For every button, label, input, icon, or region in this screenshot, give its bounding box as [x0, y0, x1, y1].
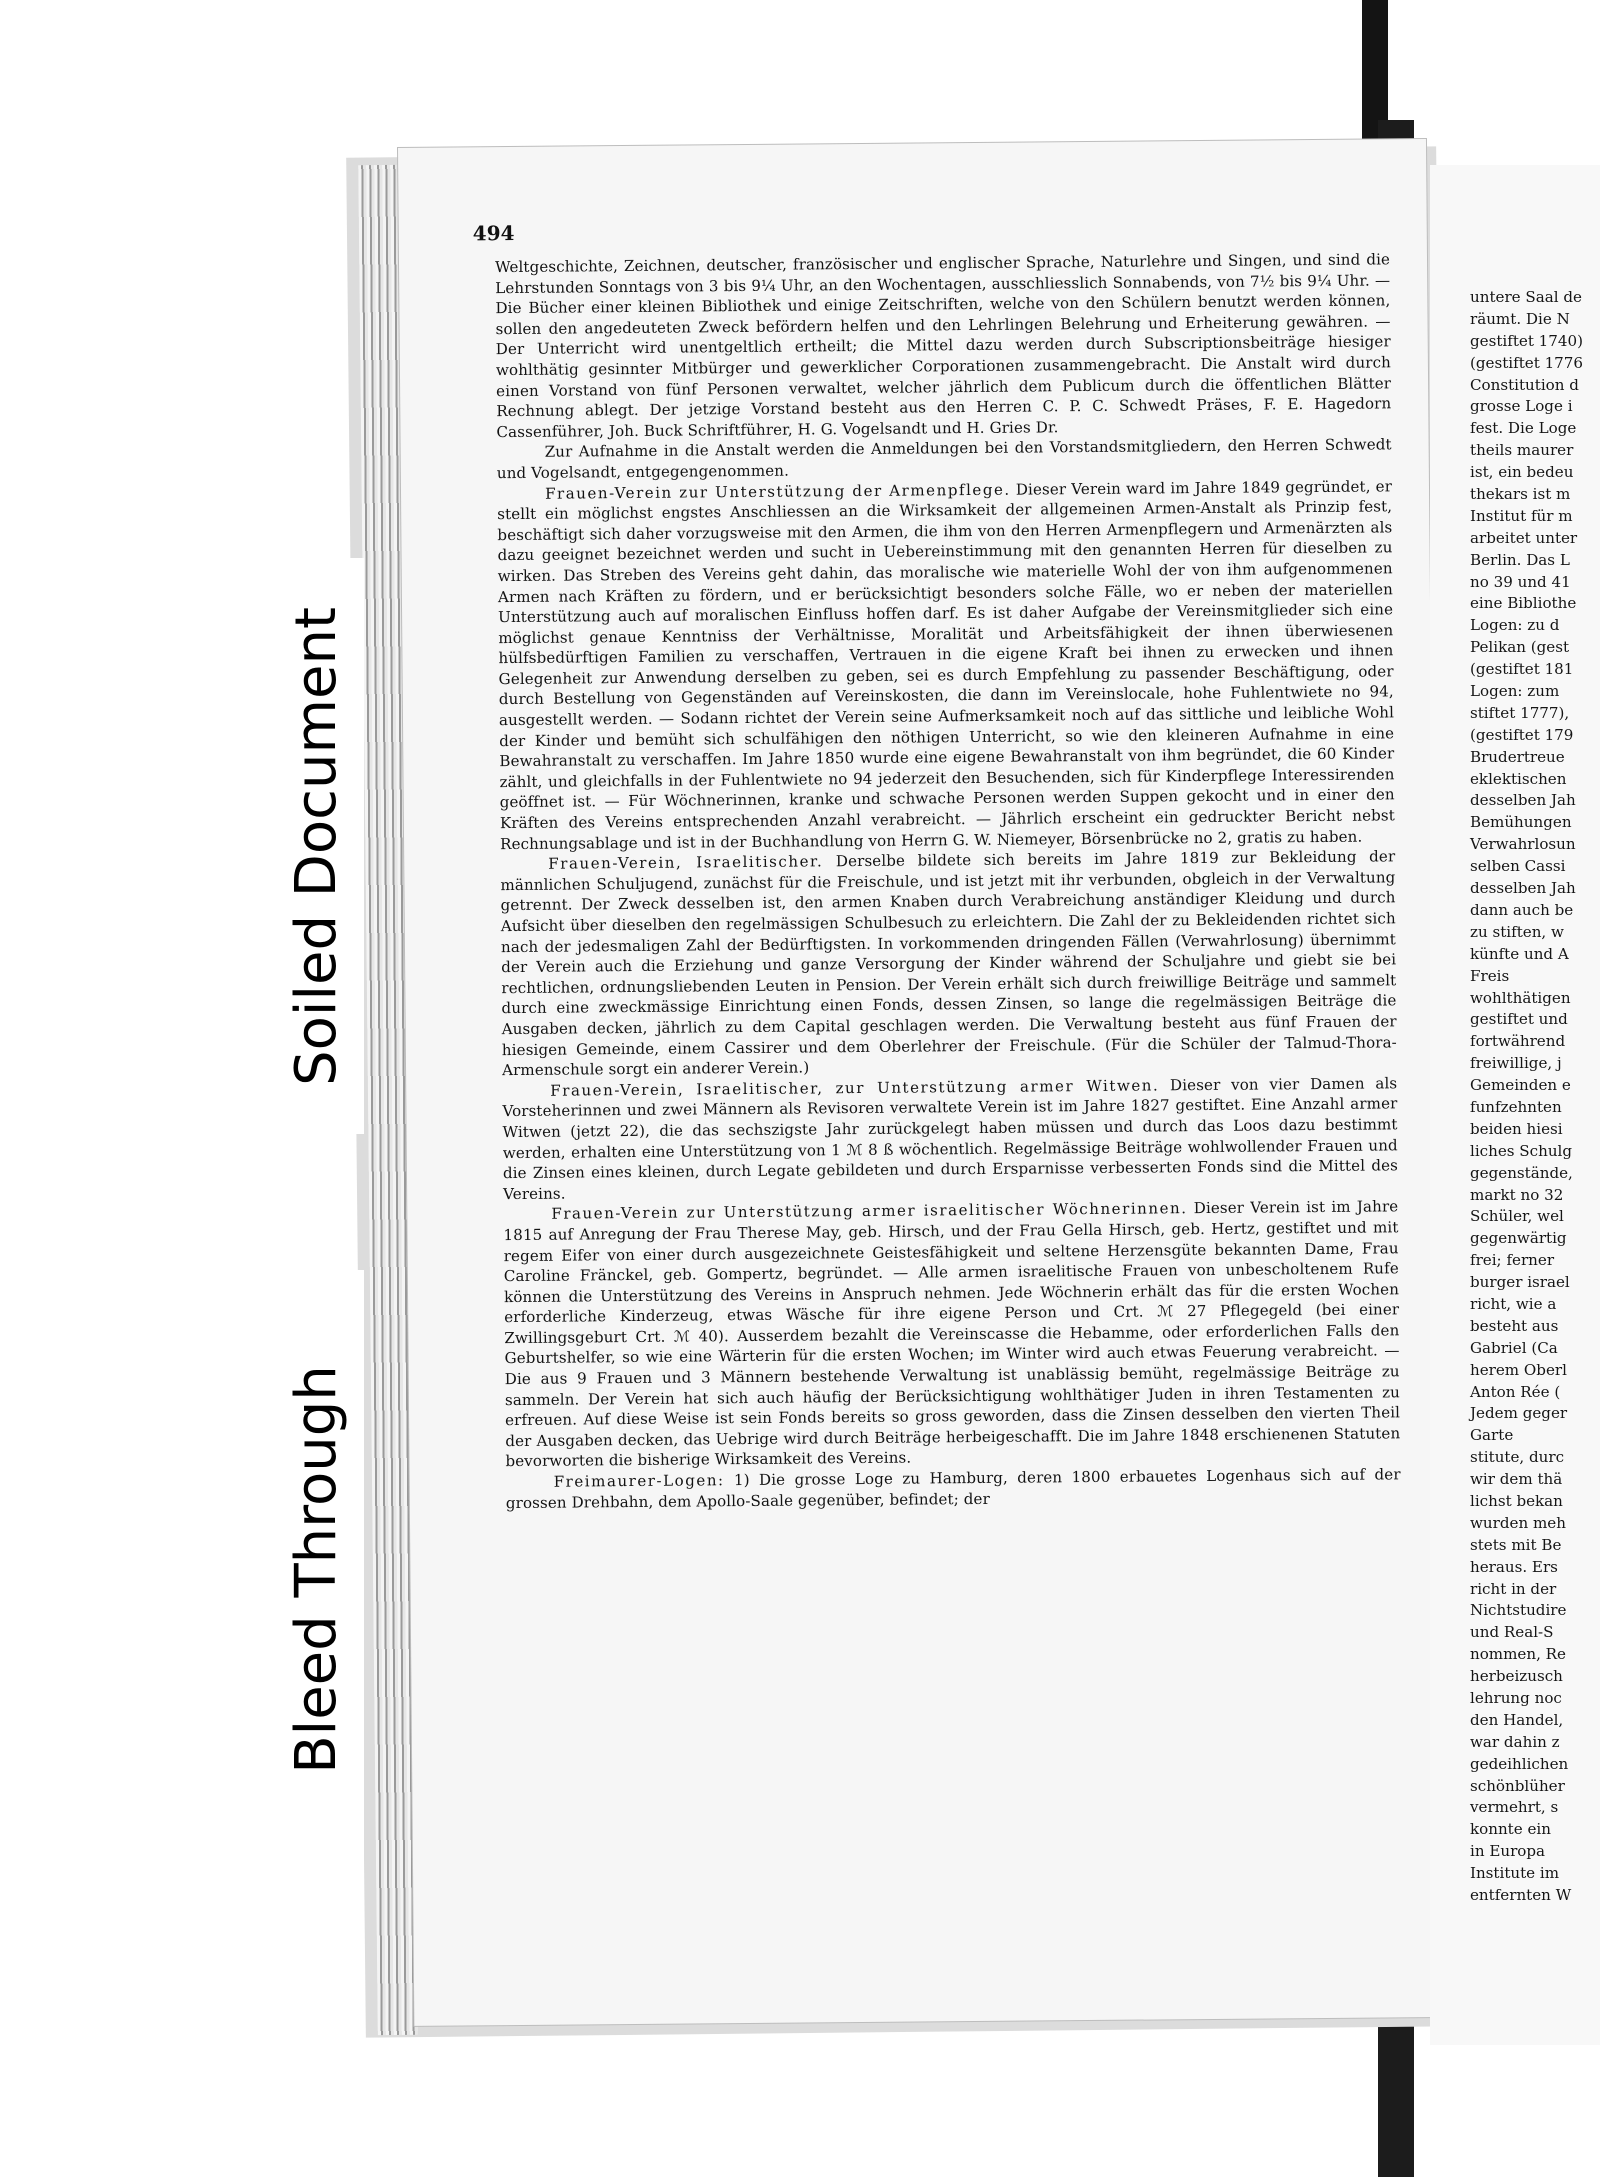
right-page-line: Gabriel (Ca: [1470, 1338, 1558, 1357]
right-page-line: desselben Jah: [1470, 791, 1576, 810]
right-page-line: in Europa: [1470, 1842, 1546, 1861]
paragraph-heading: Frauen-Verein, Israelitischer.: [548, 852, 824, 873]
right-page-line: künfte und A: [1470, 944, 1569, 963]
page-number: 494: [472, 220, 515, 246]
right-page-line: war dahin z: [1470, 1732, 1560, 1751]
right-page-line: Garte: [1470, 1426, 1514, 1445]
paragraph: [495, 249, 1392, 442]
right-page-line: Constitution d: [1470, 375, 1579, 394]
soiled-document-label: [268, 558, 364, 1134]
right-page-line: wir dem thä: [1470, 1470, 1563, 1489]
right-page-line: und Real-S: [1470, 1623, 1554, 1642]
right-page-line: thekars ist m: [1470, 485, 1571, 504]
right-page-line: richt, wie a: [1470, 1294, 1557, 1313]
right-page-line: Institut für m: [1470, 506, 1573, 525]
right-page-line: entfernten W: [1470, 1886, 1572, 1905]
right-page-line: lehrung noc: [1470, 1689, 1562, 1707]
right-page-line: arbeitet unter: [1470, 528, 1578, 547]
right-page-line: beiden hiesi: [1470, 1119, 1563, 1138]
right-page-line: gegenstände,: [1470, 1163, 1573, 1182]
right-page-line: wurden meh: [1470, 1513, 1566, 1532]
right-page-line: gegenwärtig: [1470, 1229, 1567, 1248]
bleed-through-label: [268, 1270, 364, 1868]
right-page-line: lichst bekan: [1470, 1491, 1563, 1510]
right-page-line: stiftet 1777),: [1470, 703, 1570, 722]
paragraph: [506, 1464, 1401, 1513]
right-page-line: Logen: zu d: [1470, 616, 1560, 635]
right-page-line: gedeihlichen: [1470, 1754, 1569, 1773]
paragraph-text: Derselbe bildete sich bereits im Jahre 1819 zur Bekleidung der männlichen Schuljugend, zunächst für die Freischule, und ist jetzt mit ihr verbunden, obgleich in der Verwaltung getrennt. Der Zweck desselben ist, den armen Knaben durch Verabreichung anständiger Kleidung und durch Aufsicht über dieselben den regelmässigen Schulbesuch zu erleichtern. Die Zahl der zu Bekleidenden richtet sich nach der jedesmaligen Zahl der Bedürftigsten. In vorkommenden dringenden Fällen (Verwahrlosung) übernimmt der Verein auch die Erziehung und ganze Versorgung der Kinder während der Schuljahre und giebt sie bei rechtlichen, ordnungsliebenden Leuten in Pension. Der Verein erhält sich durch freiwillige Beiträge und sammelt durch eine zweckmässige Einrichtung einen Fonds, dessen Zinsen, so lange die regelmässigen Beiträge die Ausgaben decken, jährlich zu dem Capital geschlagen werden. Die Verwaltung besteht aus fünf Frauen der hiesigen Gemeinde, einem Cassirer und dem Oberlehrer der Freischule. (Für die Schüler der Talmud-Thora-Armenschule sorgt ein anderer Verein.): [500, 847, 1397, 1080]
right-page-line: (gestiftet 179: [1470, 725, 1574, 744]
right-page-line: grosse Loge i: [1470, 397, 1573, 416]
right-page-line: fortwährend: [1470, 1032, 1566, 1051]
right-page-line: Schüler, wel: [1470, 1207, 1564, 1226]
right-page-line: eklektischen: [1470, 769, 1567, 788]
paragraph-text: Weltgeschichte, Zeichnen, deutscher, französischer und englischer Sprache, Naturlehre und Singen, und sind die Lehrstunden Sonntags von 3 bis 9¼ Uhr, an den Wochentagen, ausschliesslich Sonnabends, von 7½ bis 9¼ Uhr. — Die Bücher einer kleinen Bibliothek und einige Zeitschriften, welche von den Schülern benutzt werden können, sollen den angedeuteten Zweck befördern helfen und den Lehrlingen Belehrung und Erheiterung gewähren. — Der Unterricht wird unentgeltlich ertheilt; die Mittel dazu werden durch Subscriptionsbeiträge hiesiger wohlthätig gesinnter Mitbürger und gewerklicher Corporationen zusammengebracht. Die Anstalt wird durch einen Vorstand von fünf Personen verwaltet, welcher jährlich dem Publicum durch die öffentlichen Blätter Rechnung ablegt. Der jetzige Vorstand besteht aus den Herren C. P. C. Schwedt Präses, F. E. Hagedorn Cassenführer, Joh. Buck Schriftführer, H. G. Vogelsandt und H. Gries Dr.: [494, 250, 1392, 441]
soiled-document-label-text: Soiled Document: [283, 606, 349, 1086]
right-page-line: markt no 32: [1470, 1185, 1564, 1204]
right-page-line: zu stiften, w: [1470, 922, 1564, 941]
right-page-line: Anton Rée (: [1470, 1382, 1561, 1401]
left-book-page: [398, 139, 1442, 2026]
right-page-line: liches Schulg: [1470, 1141, 1573, 1160]
right-page-line: freiwillige, j: [1470, 1054, 1562, 1073]
right-page-line: besteht aus: [1470, 1316, 1559, 1335]
paragraph-heading: Frauen-Verein zur Unterstützung armer israelitischer Wöchnerinnen.: [551, 1199, 1188, 1224]
right-page-line: Bemühungen: [1470, 813, 1572, 832]
right-page-line: den Handel,: [1470, 1710, 1564, 1729]
right-book-page: [1430, 165, 1600, 2045]
right-page-line: no 39 und 41: [1470, 572, 1571, 591]
paragraph: [503, 1197, 1400, 1473]
right-page-line: stitute, durc: [1470, 1448, 1565, 1467]
right-page-line: herbeizusch: [1470, 1667, 1563, 1686]
right-page-line: Verwahrlosun: [1470, 835, 1576, 854]
right-page-line: Jedem geger: [1470, 1404, 1568, 1423]
right-page-line: Berlin. Das L: [1470, 550, 1570, 569]
right-page-line: ist, ein bedeu: [1470, 463, 1574, 482]
right-page-line: vermehrt, s: [1470, 1798, 1559, 1817]
right-page-line: gestiftet 1740): [1470, 331, 1583, 350]
paragraph-heading: Freimaurer-Logen:: [553, 1471, 725, 1491]
right-page-line: Nichtstudire: [1470, 1601, 1567, 1620]
paragraph: [497, 476, 1395, 854]
right-page-line: theils maurer: [1470, 441, 1574, 460]
page-body-text: [495, 249, 1401, 1513]
right-page-line: eine Bibliothe: [1470, 594, 1577, 613]
right-page-line: untere Saal de: [1470, 288, 1582, 306]
bleed-through-label-text: Bleed Through: [283, 1364, 349, 1774]
paragraph-text: Dieser Verein ward im Jahre 1849 gegründet, er stellt ein möglichst engstes Anschliessen an die Wirksamkeit der allgemeinen Armen-Anstalt als Prinzip fest, beschäftigt sich daher vorzugsweise mit den Armen, die ihm von den Herren Armenpflegern und Armenärzten als dazu geeignet bezeichnet werden und sucht in Uebereinstimmung mit den genannten Herren für dieselben zu wirken. Das Streben des Vereins geht dahin, das moralische wie materielle Wohl der von ihm aufgenommenen Armen nach Kräften zu fördern, und er berücksichtigt besonders solche Fälle, wo er neben der materiellen Unterstützung auch auf moralischen Einfluss hoffen darf. Es ist daher Aufgabe der Vereinsmitglieder sich eine möglichst genaue Kenntniss der Verhältnisse, Moralität und Arbeitsfähigkeit der ihnen überwiesenen hülfsbedürftigen Familien zu verschaffen, Vertrauen in die eigene Kraft bei ihnen zu erwecken und ihnen Gelegenheit zur Anwendung derselben zu geben, sei es durch Empfehlung zu passender Beschäftigung, oder durch Bestellung von Gegenständen auf Vereinskosten, die dann im Vereinslocale, hohe Fuhlentwiete no 94, ausgestellt werden. — Sodann richtet der Verein seine Aufmerksamkeit noch auf das sittliche und leibliche Wohl der Kinder und bemüht sich schulfähigen den nöthigen Unterricht, so wie den kleineren Aufnahme in eine Bewahranstalt zu verschaffen. Im Jahre 1850 wurde eine eigene Bewahranstalt von ihm begründet, die 60 Kinder zählt, und gleichfalls in der Fuhlentwiete no 94 jederzeit den Besuchenden, sich für Kinderpflege Interessirenden geöffnet ist. — Für Wöchnerinnen, kranke und schwache Personen werden Suppen gekocht und in einer den Kräften des Vereins entsprechenden Anzahl verabreicht. — Jährlich erscheint ein gedruckter Bericht nebst Rechnungsablage und ist in der Buchhandlung von Herrn G. W. Niemeyer, Börsenbrücke no 2, gratis zu haben.: [497, 476, 1395, 853]
right-page-line: Pelikan (gest: [1470, 638, 1570, 657]
right-page-line: Brudertreue: [1470, 747, 1565, 766]
right-page-text: [1470, 287, 1600, 1907]
right-page-line: wohlthätigen: [1470, 988, 1571, 1007]
right-page-line: Freis: [1470, 966, 1510, 985]
right-page-line: fest. Die Loge: [1470, 419, 1577, 438]
right-page-line: gestiftet und: [1470, 1010, 1568, 1029]
paragraph-heading: Frauen-Verein zur Unterstützung der Armenpflege.: [544, 480, 1011, 503]
right-page-line: heraus. Ers: [1470, 1557, 1558, 1576]
right-page-line: richt in der: [1470, 1579, 1557, 1598]
paragraph-text: 1) Die grosse Loge zu Hamburg, deren 1800 erbauetes Logenhaus sich auf der grossen Drehbahn, dem Apollo-Saale gegenüber, befindet; der: [505, 1465, 1401, 1512]
right-page-line: konnte ein: [1470, 1820, 1551, 1839]
right-page-line: Logen: zum: [1470, 682, 1560, 701]
paragraph-text: Dieser Verein ist im Jahre 1815 auf Anregung der Frau Therese May, geb. Hirsch, und der Frau Gella Hirsch, geb. Hertz, gestiftet und mit regem Eifer von einer durch ausgezeichnete Geistesfähigkeit und seltene Herzensgüte bekannten Dame, Frau Caroline Fränckel, geb. Gompertz, begründet. — Alle armen israelitische Frauen von unbescholtenem Rufe können die Unterstützung des Vereins in Anspruch nehmen. Jede Wöchnerin erhält das für die ersten Wochen erforderliche Kinderzeug, etwas Wäsche für ihre eigene Person und Crt. ℳ 27 Pflegegeld (bei einer Zwillingsgeburt Crt. ℳ 40). Ausserdem bezahlt die Vereinscasse die Hebamme, oder erforderlichen Falls den Geburtshelfer, so wie eine Wärterin für die ersten Wochen; im Winter wird auch etwas Feuerung verabreicht. — Die aus 9 Frauen und 3 Männern bestehende Verwaltung ist unablässig bemüht, regelmässige Beiträge zu sammeln. Der Verein hat sich auch häufig der Berücksichtigung wohlthätiger Juden in ihren Testamenten zu erfreuen. Auf diese Weise ist sein Fonds bereits so gross geworden, dass die Zinsen desselben den vierten Theil der Ausgaben decken, das Uebrige wird durch Beiträge herbeigeschafft. Die im Jahre 1848 erschienenen Statuten bevorworten die bisherige Wirksamkeit des Vereins.: [503, 1197, 1401, 1471]
right-page-line: nommen, Re: [1470, 1645, 1566, 1664]
paragraph-text: Zur Aufnahme in die Anstalt werden die Anmeldungen bei den Vorstandsmitgliedern, den Herren Schwedt und Vogelsandt, entgegengenommen.: [496, 435, 1392, 483]
right-page-line: funfzehnten: [1470, 1097, 1562, 1116]
right-page-line: desselben Jah: [1470, 879, 1576, 898]
paragraph-text: Dieser von vier Damen als Vorsteherinnen und zwei Männern als Revisoren verwaltete Verein ist im Jahre 1827 gestiftet. Eine Anzahl armer Witwen (jetzt 22), die das sechszigste Jahr zurückgelegt haben müssen und durch das Loos dazu bestimmt werden, erhalten eine Unterstützung von 1 ℳ 8 ß wöchentlich. Regelmässige Beiträge wohlwollender Frauen und die Zinsen eines kleinen, durch Legate gebildeten und durch Ersparnisse verbesserten Fonds sind die Mittel des Vereins.: [502, 1074, 1398, 1203]
right-page-line: räumt. Die N: [1470, 309, 1570, 328]
right-page-line: frei; ferner: [1470, 1251, 1555, 1270]
right-page-line: (gestiftet 181: [1470, 660, 1574, 679]
paragraph-heading: Frauen-Verein, Israelitischer, zur Unterstützung armer Witwen.: [550, 1076, 1160, 1100]
right-page-line: herem Oberl: [1470, 1360, 1567, 1379]
right-page-line: dann auch be: [1470, 900, 1574, 919]
right-page-line: selben Cassi: [1470, 857, 1566, 876]
paragraph: [502, 1073, 1398, 1204]
right-page-line: (gestiftet 1776: [1470, 353, 1583, 372]
right-page-line: stets mit Be: [1470, 1535, 1562, 1554]
right-page-line: schönblüher: [1470, 1776, 1565, 1795]
right-page-line: burger israel: [1470, 1273, 1570, 1292]
paragraph: [500, 847, 1397, 1081]
right-page-line: Institute im: [1470, 1864, 1560, 1883]
right-page-line: Gemeinden e: [1470, 1076, 1571, 1095]
